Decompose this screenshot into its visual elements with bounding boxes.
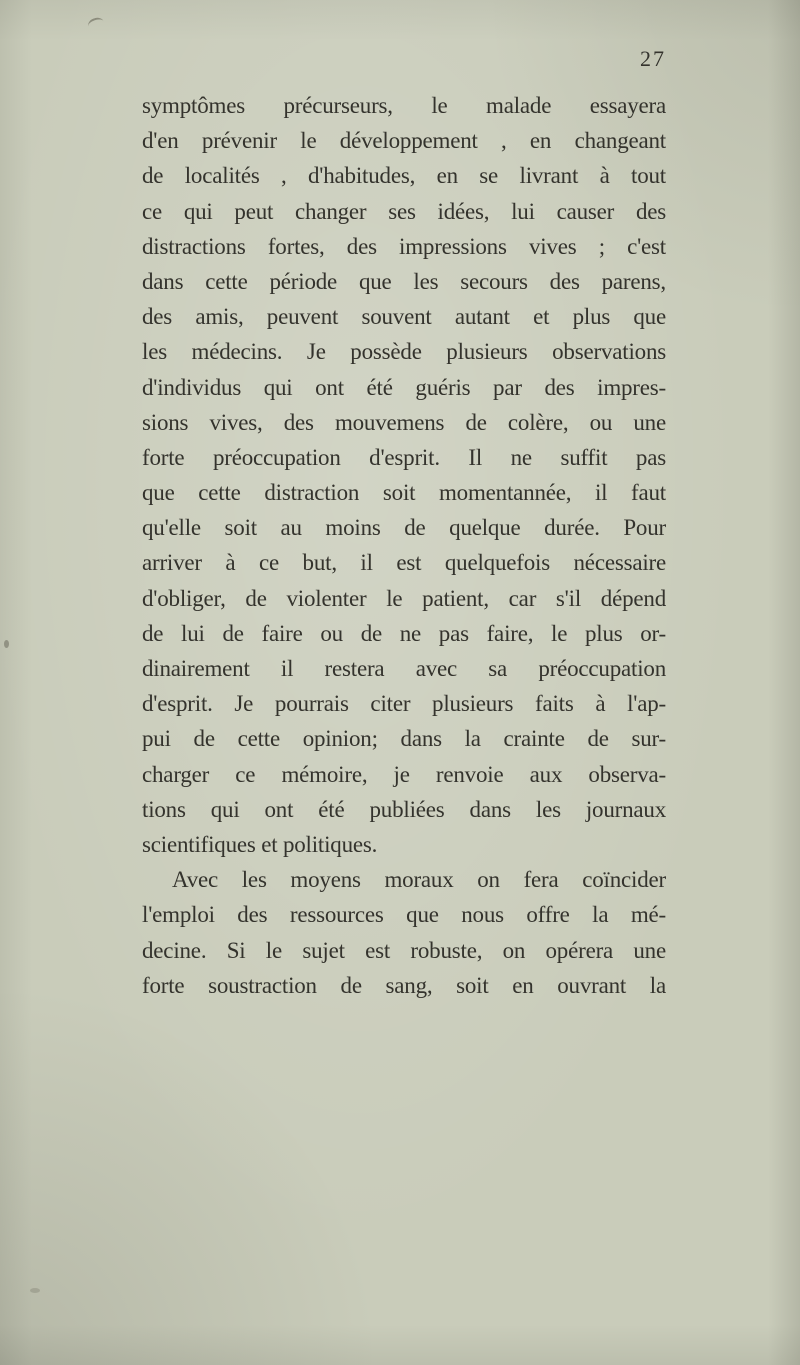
- text-line: que cette distraction soit momentannée, il faut: [142, 480, 666, 506]
- text-line: d'obliger, de violenter le patient, car s'il dépend: [142, 585, 666, 611]
- text-line: dans cette période que les secours des parens,: [142, 268, 666, 294]
- text-line: charger ce mémoire, je renvoie aux observa-: [142, 761, 666, 787]
- text-line: les médecins. Je possède plusieurs observations: [142, 339, 666, 365]
- text-line: sions vives, des mouvemens de colère, ou une: [142, 409, 666, 435]
- text-line: d'esprit. Je pourrais citer plusieurs faits à l'ap-: [142, 691, 666, 717]
- text-line: decine. Si le sujet est robuste, on opérera une: [142, 937, 666, 963]
- text-line: de lui de faire ou de ne pas faire, le plus or-: [142, 620, 666, 646]
- text-line: scientifiques et politiques.: [142, 831, 378, 857]
- scan-artifact-speck: [4, 640, 9, 648]
- text-line: pui de cette opinion; dans la crainte de sur-: [142, 726, 666, 752]
- text-line: symptômes précurseurs, le malade essayera: [142, 93, 666, 118]
- text-line: forte soustraction de sang, soit en ouvrant la: [142, 972, 666, 998]
- text-line: qu'elle soit au moins de quelque durée. Pour: [142, 515, 666, 541]
- page-text: [142, 88, 666, 1003]
- text-line: tions qui ont été publiées dans les journaux: [142, 796, 666, 822]
- text-line: d'en prévenir le développement , en changeant: [142, 128, 666, 154]
- text-line: arriver à ce but, il est quelquefois nécessaire: [142, 550, 666, 576]
- text-line: des amis, peuvent souvent autant et plus que: [142, 304, 666, 330]
- scan-artifact-speck: [30, 1288, 40, 1293]
- text-line: l'emploi des ressources que nous offre la mé-: [142, 902, 666, 928]
- page-number: 27: [640, 46, 666, 71]
- scan-artifact-mark: [87, 16, 106, 32]
- text-line: Avec les moyens moraux on fera coïncider: [172, 867, 666, 893]
- text-line: forte préoccupation d'esprit. Il ne suffit pas: [142, 444, 666, 470]
- text-line: d'individus qui ont été guéris par des impres-: [142, 374, 666, 400]
- text-line: dinairement il restera avec sa préoccupation: [142, 656, 666, 681]
- text-line: ce qui peut changer ses idées, lui causer des: [142, 198, 666, 224]
- text-line: de localités , d'habitudes, en se livrant à tout: [142, 163, 666, 189]
- text-line: distractions fortes, des impressions vives ; c'est: [142, 233, 666, 259]
